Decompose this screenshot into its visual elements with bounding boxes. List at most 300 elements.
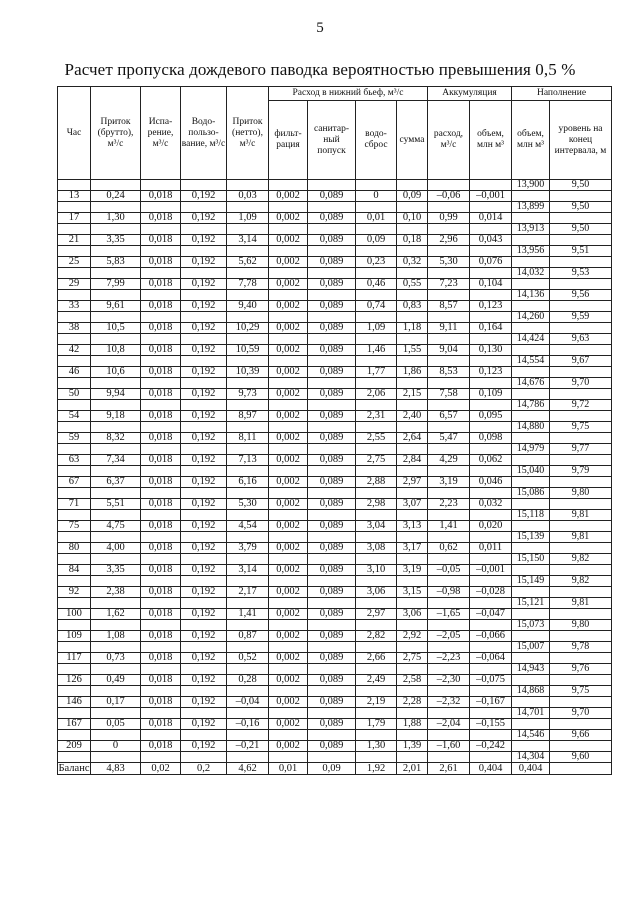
table-cell: 0,05 — [91, 719, 141, 730]
table-cell: 0,192 — [181, 521, 227, 532]
empty-cell — [470, 400, 512, 411]
empty-cell — [470, 532, 512, 543]
table-cell: 13 — [58, 191, 91, 202]
empty-cell — [58, 224, 91, 235]
table-cell: 0 — [91, 741, 141, 752]
volume-row — [58, 576, 612, 587]
empty-cell — [428, 400, 470, 411]
empty-cell — [91, 554, 141, 565]
volume-row — [58, 642, 612, 653]
empty-cell — [58, 554, 91, 565]
table-cell: 7,34 — [91, 455, 141, 466]
empty-cell — [91, 444, 141, 455]
table-cell: 0,018 — [141, 191, 181, 202]
balance-cell: 0,01 — [269, 763, 308, 775]
table-cell: 1,55 — [397, 345, 428, 356]
empty-cell — [181, 576, 227, 587]
table-cell: 6,37 — [91, 477, 141, 488]
empty-cell — [397, 598, 428, 609]
empty-cell — [58, 576, 91, 587]
table-cell: 9,94 — [91, 389, 141, 400]
empty-cell — [512, 213, 550, 224]
table-cell: 0,018 — [141, 235, 181, 246]
table-cell: 9,73 — [227, 389, 269, 400]
table-row — [58, 675, 612, 686]
empty-cell — [141, 642, 181, 653]
table-cell: 0,192 — [181, 565, 227, 576]
table-cell: 0,095 — [470, 411, 512, 422]
empty-cell — [181, 708, 227, 719]
empty-cell — [58, 686, 91, 697]
table-cell: 0,192 — [181, 279, 227, 290]
table-row — [58, 411, 612, 422]
empty-cell — [58, 664, 91, 675]
empty-cell — [470, 422, 512, 433]
table-cell: 0,52 — [227, 653, 269, 664]
empty-cell — [181, 202, 227, 213]
table-cell: 0,089 — [308, 323, 356, 334]
empty-cell — [512, 565, 550, 576]
table-cell: 5,30 — [428, 257, 470, 268]
table-cell: 3,35 — [91, 565, 141, 576]
empty-cell — [269, 356, 308, 367]
table-cell: 0,089 — [308, 653, 356, 664]
fill-level-cell: 9,80 — [550, 620, 612, 631]
empty-cell — [227, 730, 269, 741]
table-row — [58, 235, 612, 246]
table-cell: 6,57 — [428, 411, 470, 422]
table-cell: 0,192 — [181, 411, 227, 422]
empty-cell — [550, 257, 612, 268]
empty-cell — [397, 268, 428, 279]
empty-cell — [308, 686, 356, 697]
empty-cell — [308, 180, 356, 191]
empty-cell — [58, 730, 91, 741]
empty-cell — [58, 422, 91, 433]
header-filtration: фильт-рация — [269, 101, 308, 180]
empty-cell — [550, 499, 612, 510]
empty-cell — [58, 510, 91, 521]
empty-cell — [308, 708, 356, 719]
table-cell: 0,089 — [308, 697, 356, 708]
empty-cell — [91, 334, 141, 345]
empty-cell — [512, 279, 550, 290]
empty-cell — [470, 510, 512, 521]
fill-level-cell: 9,81 — [550, 598, 612, 609]
empty-cell — [91, 576, 141, 587]
table-cell: 0,002 — [269, 367, 308, 378]
table-cell: 0,164 — [470, 323, 512, 334]
empty-cell — [397, 532, 428, 543]
empty-cell — [269, 290, 308, 301]
table-cell: 25 — [58, 257, 91, 268]
empty-cell — [58, 752, 91, 763]
empty-cell — [58, 400, 91, 411]
table-cell: 2,31 — [356, 411, 397, 422]
empty-cell — [181, 224, 227, 235]
empty-cell — [428, 290, 470, 301]
volume-row — [58, 598, 612, 609]
empty-cell — [428, 180, 470, 191]
table-cell: 50 — [58, 389, 91, 400]
table-cell: 8,53 — [428, 367, 470, 378]
empty-cell — [550, 521, 612, 532]
empty-cell — [512, 367, 550, 378]
fill-volume-cell: 14,260 — [512, 312, 550, 323]
empty-cell — [428, 224, 470, 235]
table-cell: 1,09 — [227, 213, 269, 224]
empty-cell — [470, 554, 512, 565]
table-cell: 1,41 — [428, 521, 470, 532]
empty-cell — [269, 180, 308, 191]
table-cell: 2,15 — [397, 389, 428, 400]
empty-cell — [141, 620, 181, 631]
table-cell: 6,16 — [227, 477, 269, 488]
empty-cell — [227, 510, 269, 521]
empty-cell — [181, 356, 227, 367]
empty-cell — [550, 719, 612, 730]
volume-row — [58, 686, 612, 697]
empty-cell — [181, 642, 227, 653]
empty-cell — [470, 224, 512, 235]
empty-cell — [428, 356, 470, 367]
table-cell: 0,018 — [141, 367, 181, 378]
fill-level-cell: 9,81 — [550, 532, 612, 543]
table-cell: 0,123 — [470, 367, 512, 378]
table-cell: 0,018 — [141, 653, 181, 664]
fill-level-cell: 9,72 — [550, 400, 612, 411]
table-cell: 9,18 — [91, 411, 141, 422]
table-cell: 2,88 — [356, 477, 397, 488]
header-sum: сумма — [397, 101, 428, 180]
table-cell: –0,167 — [470, 697, 512, 708]
empty-cell — [470, 664, 512, 675]
table-cell: 46 — [58, 367, 91, 378]
empty-cell — [181, 180, 227, 191]
table-cell: 0,73 — [91, 653, 141, 664]
table-row — [58, 389, 612, 400]
table-cell: 0,018 — [141, 719, 181, 730]
table-cell: 0,098 — [470, 433, 512, 444]
empty-cell — [91, 378, 141, 389]
empty-cell — [141, 378, 181, 389]
table-cell: 0,089 — [308, 455, 356, 466]
empty-cell — [141, 312, 181, 323]
fill-level-cell: 9,53 — [550, 268, 612, 279]
empty-cell — [227, 312, 269, 323]
table-cell: 0,46 — [356, 279, 397, 290]
empty-cell — [550, 279, 612, 290]
table-cell: 0,03 — [227, 191, 269, 202]
table-cell: 0,089 — [308, 521, 356, 532]
table-cell: 1,86 — [397, 367, 428, 378]
table-cell: 0,089 — [308, 367, 356, 378]
table-cell: 0,002 — [269, 455, 308, 466]
table-cell: 0,192 — [181, 301, 227, 312]
table-cell: 0,192 — [181, 719, 227, 730]
table-cell: 3,17 — [397, 543, 428, 554]
table-cell: 0,089 — [308, 433, 356, 444]
table-cell: 0,089 — [308, 631, 356, 642]
empty-cell — [227, 224, 269, 235]
table-cell: 0,089 — [308, 719, 356, 730]
empty-cell — [397, 378, 428, 389]
empty-cell — [269, 224, 308, 235]
empty-cell — [141, 686, 181, 697]
table-cell: –0,064 — [470, 653, 512, 664]
fill-volume-cell: 15,139 — [512, 532, 550, 543]
table-cell: 17 — [58, 213, 91, 224]
empty-cell — [181, 510, 227, 521]
empty-cell — [58, 180, 91, 191]
table-cell: 0,192 — [181, 257, 227, 268]
fill-volume-cell: 15,150 — [512, 554, 550, 565]
balance-cell: 0,404 — [470, 763, 512, 775]
table-cell: 0,002 — [269, 675, 308, 686]
empty-cell — [470, 620, 512, 631]
table-cell: 3,14 — [227, 235, 269, 246]
table-cell: 0,002 — [269, 543, 308, 554]
empty-cell — [308, 752, 356, 763]
table-cell: 9,11 — [428, 323, 470, 334]
empty-cell — [308, 488, 356, 499]
empty-cell — [308, 466, 356, 477]
table-cell: 0,49 — [91, 675, 141, 686]
empty-cell — [181, 312, 227, 323]
empty-cell — [269, 400, 308, 411]
table-cell: 117 — [58, 653, 91, 664]
table-cell: 8,11 — [227, 433, 269, 444]
table-row — [58, 543, 612, 554]
table-cell: 1,46 — [356, 345, 397, 356]
table-cell: 8,32 — [91, 433, 141, 444]
fill-level-cell: 9,67 — [550, 356, 612, 367]
table-cell: 0,002 — [269, 433, 308, 444]
empty-cell — [470, 752, 512, 763]
empty-cell — [91, 202, 141, 213]
empty-cell — [181, 488, 227, 499]
empty-cell — [269, 202, 308, 213]
fill-level-cell: 9,81 — [550, 510, 612, 521]
empty-cell — [512, 235, 550, 246]
table-cell: 0,104 — [470, 279, 512, 290]
table-cell: 3,14 — [227, 565, 269, 576]
table-cell: 0,002 — [269, 719, 308, 730]
table-cell: 9,40 — [227, 301, 269, 312]
fill-volume-cell: 14,676 — [512, 378, 550, 389]
volume-row — [58, 312, 612, 323]
empty-cell — [356, 598, 397, 609]
empty-cell — [308, 598, 356, 609]
flood-routing-table — [57, 86, 612, 775]
empty-cell — [141, 708, 181, 719]
empty-cell — [397, 708, 428, 719]
header-hour: Час — [58, 87, 91, 180]
fill-level-cell: 9,76 — [550, 664, 612, 675]
empty-cell — [58, 290, 91, 301]
empty-cell — [58, 246, 91, 257]
table-cell: 10,6 — [91, 367, 141, 378]
empty-cell — [428, 576, 470, 587]
empty-cell — [512, 455, 550, 466]
empty-cell — [512, 543, 550, 554]
table-cell: 5,62 — [227, 257, 269, 268]
fill-volume-cell: 13,900 — [512, 180, 550, 191]
fill-volume-cell: 14,979 — [512, 444, 550, 455]
table-cell: 0,089 — [308, 191, 356, 202]
table-cell: 0,10 — [397, 213, 428, 224]
empty-cell — [356, 532, 397, 543]
table-cell: 1,79 — [356, 719, 397, 730]
table-cell: 0,74 — [356, 301, 397, 312]
fill-level-cell: 9,50 — [550, 224, 612, 235]
table-cell: 2,97 — [356, 609, 397, 620]
empty-cell — [428, 202, 470, 213]
empty-cell — [141, 554, 181, 565]
empty-cell — [428, 620, 470, 631]
empty-cell — [269, 378, 308, 389]
fill-level-cell: 9,60 — [550, 752, 612, 763]
table-cell: 5,30 — [227, 499, 269, 510]
empty-cell — [397, 752, 428, 763]
empty-cell — [356, 334, 397, 345]
fill-volume-cell: 14,032 — [512, 268, 550, 279]
empty-cell — [91, 510, 141, 521]
empty-cell — [181, 730, 227, 741]
header-accum-rate: расход, м³/с — [428, 101, 470, 180]
empty-cell — [91, 642, 141, 653]
empty-cell — [141, 180, 181, 191]
table-cell: 0,32 — [397, 257, 428, 268]
empty-cell — [428, 444, 470, 455]
empty-cell — [269, 620, 308, 631]
empty-cell — [428, 510, 470, 521]
empty-cell — [58, 642, 91, 653]
table-cell: 100 — [58, 609, 91, 620]
volume-row — [58, 466, 612, 477]
table-cell: 0,002 — [269, 235, 308, 246]
empty-cell — [181, 598, 227, 609]
table-cell: 2,97 — [397, 477, 428, 488]
table-cell: 1,30 — [356, 741, 397, 752]
empty-cell — [512, 477, 550, 488]
volume-row — [58, 510, 612, 521]
table-cell: 2,75 — [397, 653, 428, 664]
empty-cell — [181, 532, 227, 543]
empty-cell — [397, 576, 428, 587]
table-cell: 0,018 — [141, 543, 181, 554]
table-cell: 10,29 — [227, 323, 269, 334]
empty-cell — [550, 411, 612, 422]
table-cell: 2,23 — [428, 499, 470, 510]
table-cell: 0,192 — [181, 455, 227, 466]
table-cell: 0,192 — [181, 631, 227, 642]
table-cell: 1,77 — [356, 367, 397, 378]
empty-cell — [141, 664, 181, 675]
empty-cell — [269, 554, 308, 565]
empty-cell — [141, 466, 181, 477]
table-cell: 42 — [58, 345, 91, 356]
table-cell: 2,84 — [397, 455, 428, 466]
volume-row — [58, 532, 612, 543]
document-title: Расчет пропуска дождевого паводка вероятностью превышения 0,5 % — [64, 60, 576, 79]
empty-cell — [227, 488, 269, 499]
empty-cell — [308, 290, 356, 301]
volume-row — [58, 752, 612, 763]
empty-cell — [227, 620, 269, 631]
table-cell: 0,192 — [181, 609, 227, 620]
empty-cell — [181, 554, 227, 565]
table-cell: 2,49 — [356, 675, 397, 686]
table-cell: 0,089 — [308, 499, 356, 510]
empty-cell — [512, 499, 550, 510]
empty-cell — [308, 730, 356, 741]
empty-cell — [356, 444, 397, 455]
table-cell: 3,35 — [91, 235, 141, 246]
empty-cell — [227, 268, 269, 279]
table-cell: 3,19 — [397, 565, 428, 576]
table-cell: –0,98 — [428, 587, 470, 598]
empty-cell — [470, 576, 512, 587]
table-cell: 0,55 — [397, 279, 428, 290]
empty-cell — [308, 268, 356, 279]
table-cell: –0,028 — [470, 587, 512, 598]
empty-cell — [141, 422, 181, 433]
empty-cell — [428, 334, 470, 345]
table-cell: 3,06 — [397, 609, 428, 620]
table-cell: 10,8 — [91, 345, 141, 356]
empty-cell — [91, 664, 141, 675]
fill-level-cell: 9,82 — [550, 576, 612, 587]
table-cell: 0,089 — [308, 411, 356, 422]
table-cell: 0,018 — [141, 323, 181, 334]
empty-cell — [141, 334, 181, 345]
empty-cell — [227, 202, 269, 213]
table-cell: 0,192 — [181, 675, 227, 686]
fill-volume-cell: 14,554 — [512, 356, 550, 367]
empty-cell — [141, 246, 181, 257]
table-cell: 0,192 — [181, 587, 227, 598]
table-cell: 3,15 — [397, 587, 428, 598]
header-spillway: водо-сброс — [356, 101, 397, 180]
empty-cell — [308, 400, 356, 411]
empty-cell — [141, 268, 181, 279]
empty-cell — [550, 609, 612, 620]
empty-cell — [227, 576, 269, 587]
table-cell: 2,64 — [397, 433, 428, 444]
table-cell: 10,39 — [227, 367, 269, 378]
table-cell: 71 — [58, 499, 91, 510]
table-cell: 0,002 — [269, 345, 308, 356]
table-cell: 0,018 — [141, 499, 181, 510]
table-row — [58, 631, 612, 642]
fill-level-cell: 9,75 — [550, 422, 612, 433]
table-cell: –0,047 — [470, 609, 512, 620]
volume-row — [58, 180, 612, 191]
volume-row — [58, 730, 612, 741]
table-cell: 0,020 — [470, 521, 512, 532]
empty-cell — [470, 334, 512, 345]
table-row — [58, 455, 612, 466]
table-cell: 0,192 — [181, 213, 227, 224]
table-cell: 0,018 — [141, 301, 181, 312]
empty-cell — [308, 312, 356, 323]
volume-row — [58, 378, 612, 389]
balance-row — [58, 763, 612, 775]
empty-cell — [141, 400, 181, 411]
empty-cell — [428, 268, 470, 279]
empty-cell — [181, 466, 227, 477]
